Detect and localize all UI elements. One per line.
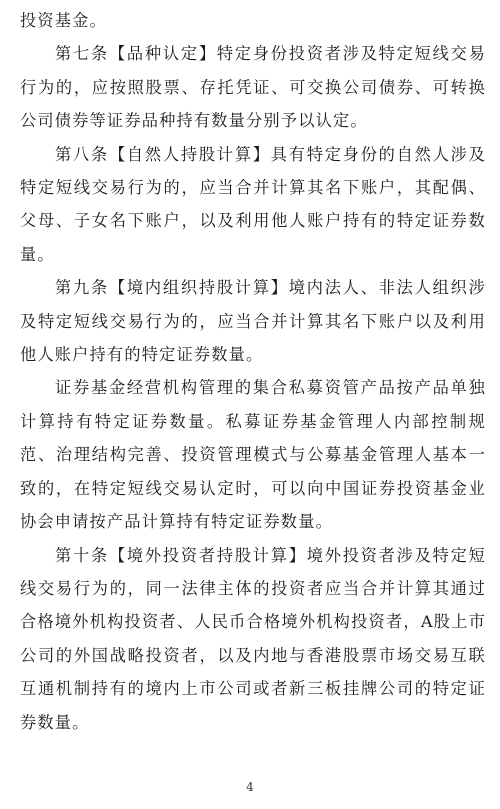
document-page [20, 4, 486, 739]
paragraph-article-7: 第七条【品种认定】特定身份投资者涉及特定短线交易行为的，应按照股票、存托凭证、可交换公司债券、可转换公司债券等证券品种持有数量分别予以认定。 [20, 44, 486, 131]
paragraph-intro-tail: 投资基金。 [20, 11, 107, 30]
page-number: 4 [246, 780, 254, 794]
paragraph-article-9-continued: 证券基金经营机构管理的集合私募资管产品按产品单独计算持有特定证券数量。私募证券基金管理人内部控制规范、治理结构完善、投资管理模式与公募基金管理人基本一致的，在特定短线交易认定时，可以向中国证券投资基金业协会申请按产品计算持有特定证券数量。 [20, 378, 486, 532]
paragraph-article-8: 第八条【自然人持股计算】具有特定身份的自然人涉及特定短线交易行为的，应当合并计算其名下账户，其配偶、父母、子女名下账户，以及利用他人账户持有的特定证券数量。 [20, 144, 486, 264]
paragraph-article-9: 第九条【境内组织持股计算】境内法人、非法人组织涉及特定短线交易行为的，应当合并计算其名下账户以及利用他人账户持有的特定证券数量。 [20, 278, 486, 365]
paragraph-article-10: 第十条【境外投资者持股计算】境外投资者涉及特定短线交易行为的，同一法律主体的投资者应当合并计算其通过合格境外机构投资者、人民币合格境外机构投资者，A股上市公司的外国战略投资者，以及内地与香港股票市场交易互联互通机制持有的境内上市公司或者新三板挂牌公司的特定证券数量。 [20, 545, 486, 732]
